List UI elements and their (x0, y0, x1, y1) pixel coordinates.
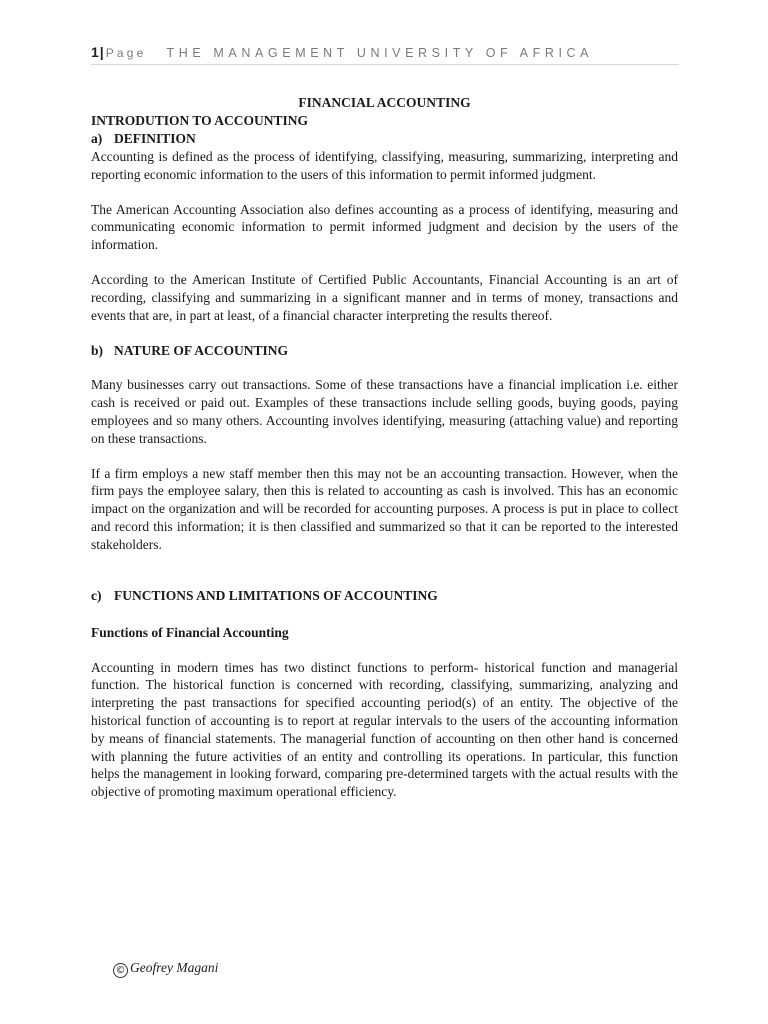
document-body (91, 94, 678, 801)
section-title: FUNCTIONS AND LIMITATIONS OF ACCOUNTING (114, 587, 438, 603)
section-label: c) (91, 587, 102, 603)
paragraph: According to the American Institute of Certified Public Accountants, Financial Accounting is an art of recording, classifying and summarizing in a significant manner and in terms of money, transactions and events that are, in part at least, of a financial character interpreting the results thereof. (91, 271, 678, 323)
page-footer (113, 960, 218, 978)
university-name: THE MANAGEMENT UNIVERSITY OF AFRICA (166, 46, 594, 60)
section-title: NATURE OF ACCOUNTING (114, 343, 289, 359)
page-number: 1 (91, 44, 99, 60)
page-label: Page (105, 46, 147, 60)
section-label: b) (91, 343, 104, 359)
section-title: DEFINITION (114, 131, 196, 146)
paragraph: If a firm employs a new staff member then this may not be an accounting transaction. However, when the firm pays the employee salary, then this is related to accounting as cash is involved. This has an economic impact on the organization and will be recorded for accounting purposes. A process is put in place to collect and record this information; it is then classified and summarized so that it can be reported to the interested stakeholders. (91, 465, 678, 552)
subsection-heading: Functions of Financial Accounting (91, 624, 289, 640)
section-label: a) (91, 131, 103, 146)
paragraph: Accounting in modern times has two distinct functions to perform- historical function and managerial function. The historical function is concerned with recording, classifying, summarizing, analyzing and interpreting the past transactions for specified accounting period(s) of an entity. The objective of the historical function of accounting is to report at regular intervals to the users of the accounting information by means of financial statements. The managerial function of accounting on then other hand is concerned with planning the future activities of an entity and controlling its operations. In particular, this function helps the management in looking forward, comparing pre-determined targets with the actual results with the objective of promoting maximum operational efficiency. (91, 659, 678, 800)
paragraph: Many businesses carry out transactions. Some of these transactions have a financial implication i.e. either cash is received or paid out. Examples of these transactions include selling goods, buying goods, paying employees and so many others. Accounting involves identifying, measuring (attaching value) and reporting on these transactions. (91, 377, 678, 446)
paragraph: The American Accounting Association also defines accounting as a process of identifying, measuring and communicating economic information to permit informed judgment and decision by the users of the information. (91, 201, 678, 253)
main-heading: INTRODUTION TO ACCOUNTING (91, 113, 309, 128)
section-heading-functions (91, 587, 678, 605)
section-heading-definition (91, 130, 678, 148)
document-title: FINANCIAL ACCOUNTING (298, 95, 471, 110)
section-heading-nature (91, 342, 678, 360)
author-name: Geofrey Magani (130, 960, 219, 975)
paragraph: Accounting is defined as the process of identifying, classifying, measuring, summarizing, interpreting and reporting economic information to the users of this information to permit informed judgment. (91, 149, 678, 182)
page-header (91, 44, 679, 65)
header-separator: | (99, 44, 104, 60)
copyright-icon: © (113, 963, 128, 978)
